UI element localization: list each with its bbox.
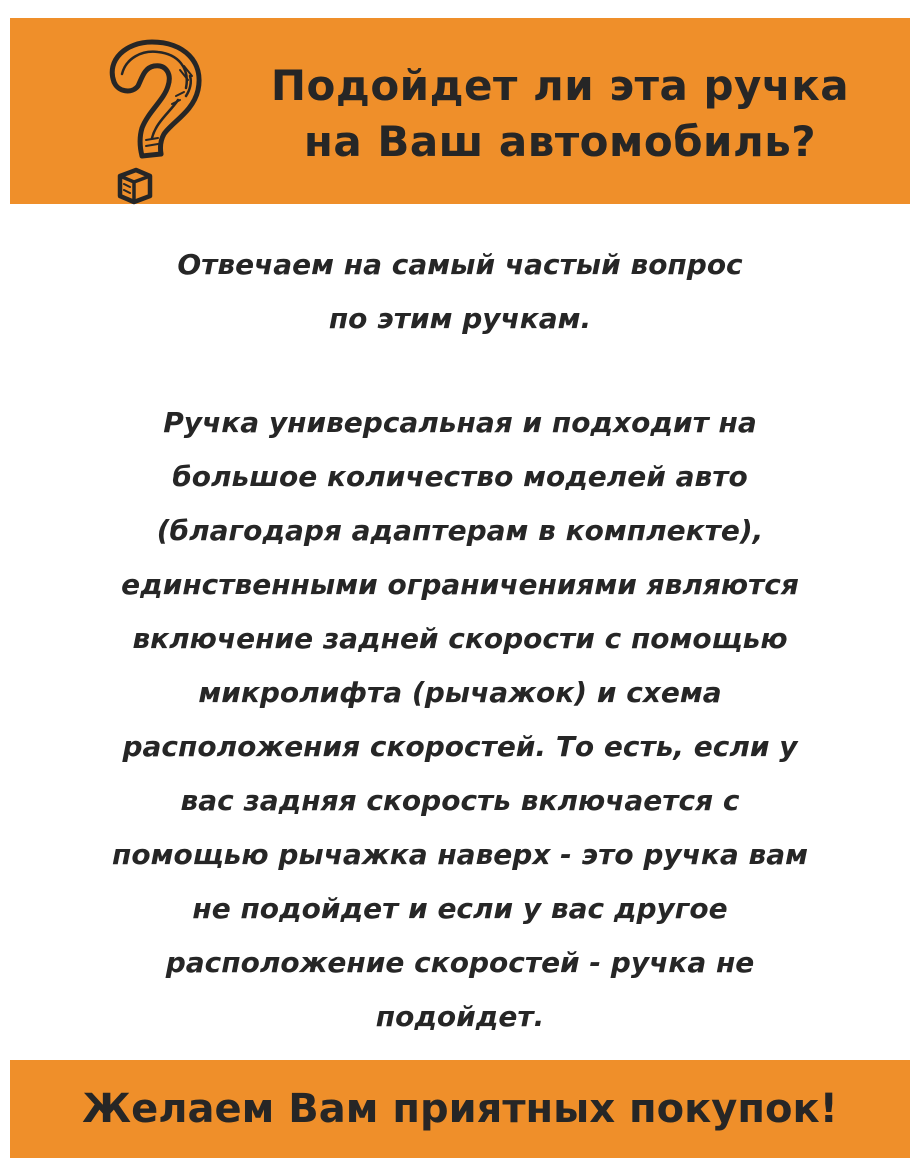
title-line-1: Подойдет ли эта ручка	[270, 61, 850, 110]
paragraph-line: единственными ограничениями являются	[121, 568, 799, 601]
paragraph-line: подойдет.	[375, 1000, 545, 1033]
intro-line: Отвечаем на самый частый вопрос	[177, 248, 743, 281]
page-title	[235, 58, 885, 170]
intro-text	[30, 238, 890, 346]
footer-banner	[10, 1060, 910, 1158]
paragraph-line: не подойдет и если у вас другое	[192, 892, 728, 925]
paragraph-line: расположения скоростей. То есть, если у	[122, 730, 798, 763]
footer-text: Желаем Вам приятных покупок!	[82, 1086, 838, 1132]
intro-line: по этим ручкам.	[328, 302, 592, 335]
paragraph-line: (благодаря адаптерам в комплекте),	[156, 514, 764, 547]
paragraph-line: помощью рычажка наверх - это ручка вам	[112, 838, 808, 871]
paragraph-line: Ручка универсальная и подходит на	[163, 406, 757, 439]
title-line-2: на Ваш автомобиль?	[303, 117, 817, 166]
question-mark-icon	[92, 30, 216, 206]
main-paragraph	[30, 396, 890, 1044]
paragraph-line: включение задней скорости с помощью	[132, 622, 788, 655]
paragraph-line: большое количество моделей авто	[172, 460, 748, 493]
paragraph-line: расположение скоростей - ручка не	[165, 946, 755, 979]
header-banner	[10, 18, 910, 204]
paragraph-line: микролифта (рычажок) и схема	[198, 676, 722, 709]
paragraph-line: вас задняя скорость включается с	[180, 784, 740, 817]
